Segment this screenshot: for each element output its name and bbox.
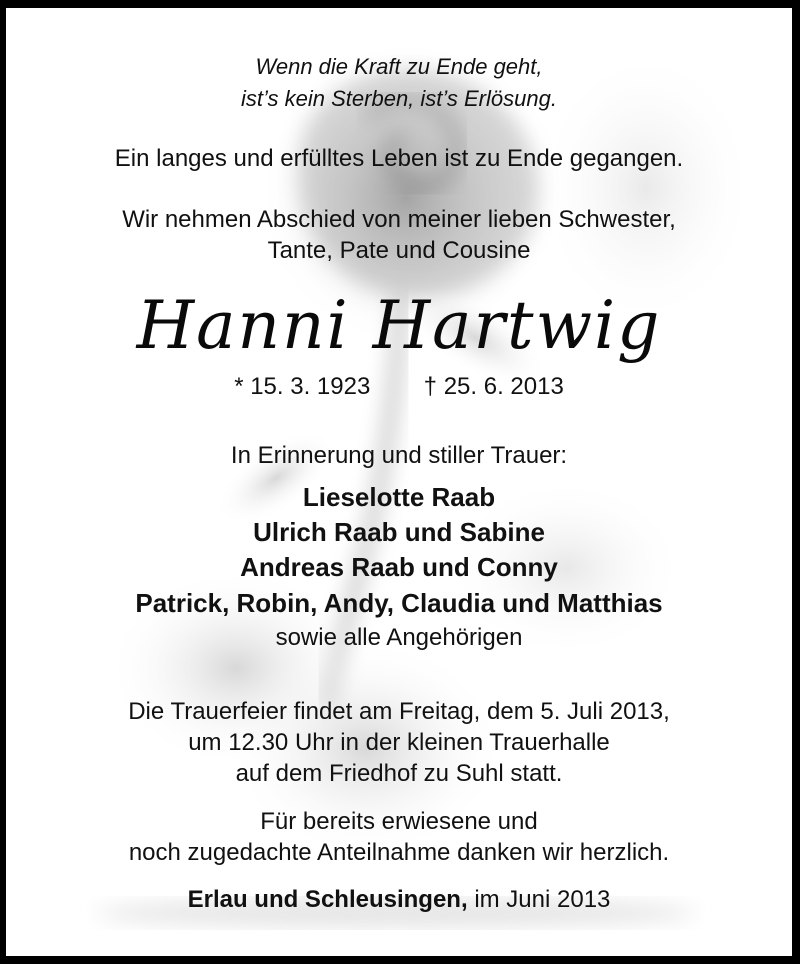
life-dates [6, 372, 792, 402]
mourner-name: Patrick, Robin, Andy, Claudia und Matthias [135, 588, 663, 618]
ceremony-line-3: auf dem Friedhof zu Suhl statt. [235, 760, 563, 787]
obituary-frame [6, 8, 792, 956]
thanks-line-2: noch zugedachte Anteilnahme danken wir herzlich. [128, 839, 670, 866]
death-date: † 25. 6. 2013 [423, 373, 564, 400]
farewell-line-1: Wir nehmen Abschied von meiner lieben Schwester, [122, 206, 676, 233]
mourner-name: Ulrich Raab und Sabine [253, 517, 545, 547]
farewell-line-2: Tante, Pate und Cousine [267, 237, 531, 264]
ceremony-line-2: um 12.30 Uhr in der kleinen Trauerhalle [188, 729, 610, 756]
obituary-content [6, 8, 792, 956]
ceremony-line-1: Die Trauerfeier findet am Freitag, dem 5. Juli 2013, [128, 698, 670, 725]
deceased-name: Hanni Hartwig [136, 287, 662, 364]
mourner-name: Lieselotte Raab [302, 482, 496, 512]
mourning-intro: In Erinnerung und stiller Trauer: [230, 442, 568, 469]
mourner-name: Andreas Raab und Conny [240, 552, 558, 582]
intro-text: Ein langes und erfülltes Leben ist zu Ende gegangen. [114, 145, 684, 172]
poem-line-2: ist’s kein Sterben, ist’s Erlösung. [241, 86, 557, 111]
poem-line-1: Wenn die Kraft zu Ende geht, [255, 54, 543, 79]
thanks-line-1: Für bereits erwiesene und [260, 808, 538, 835]
relatives-text: sowie alle Angehörigen [275, 624, 523, 651]
signoff-place: Erlau und Schleusingen, [187, 886, 468, 913]
signoff-date: im Juni 2013 [474, 886, 611, 913]
signoff [6, 884, 792, 915]
birth-date: * 15. 3. 1923 [234, 373, 371, 400]
